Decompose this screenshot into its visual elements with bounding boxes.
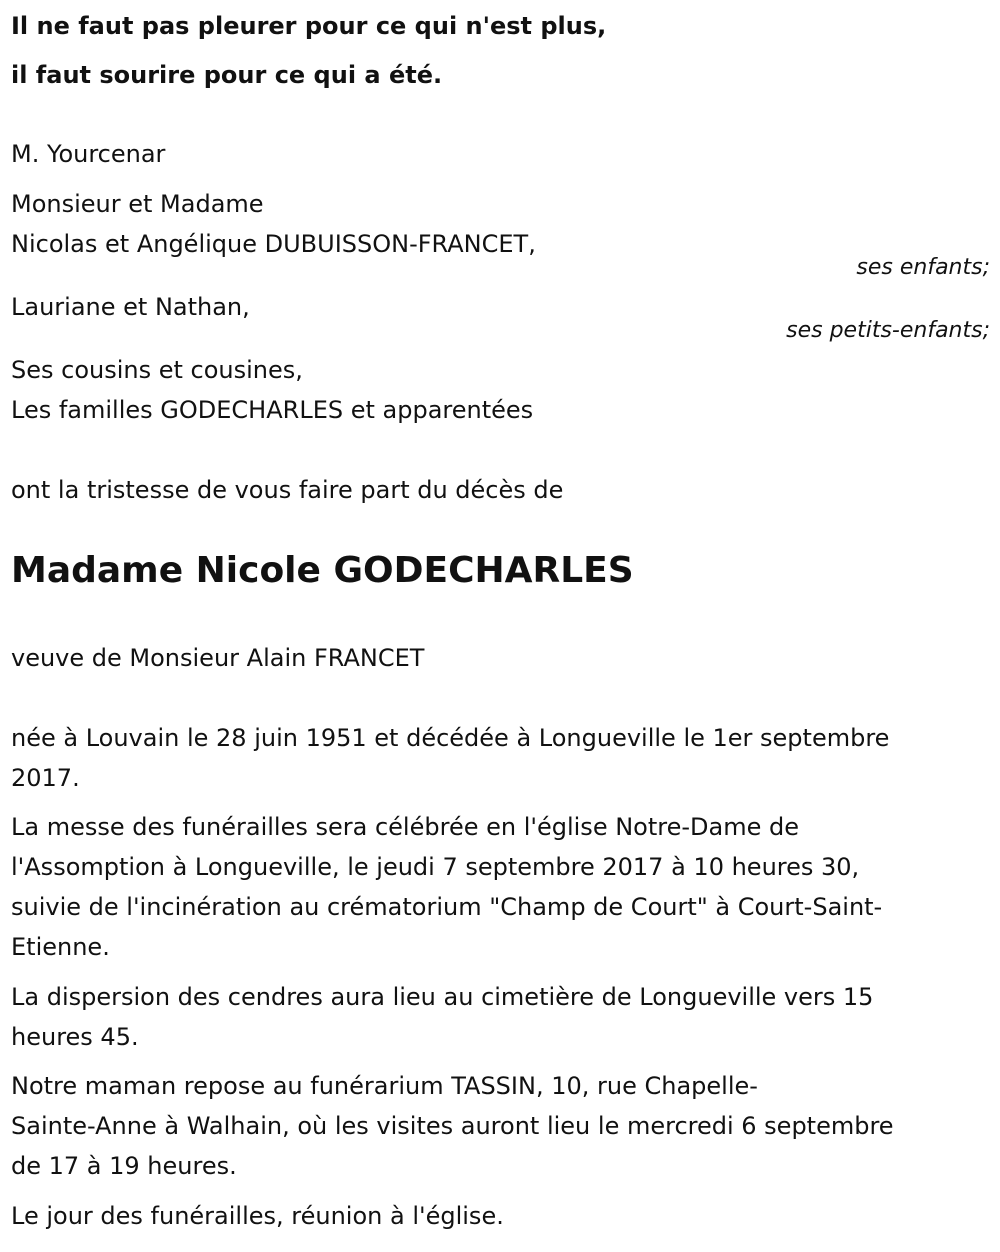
- children-line-1: Monsieur et Madame: [11, 190, 264, 218]
- grandchildren-names: Lauriane et Nathan,: [11, 293, 250, 321]
- rest-line-2: Sainte-Anne à Walhain, où les visites auront lieu le mercredi 6 septembre: [11, 1112, 894, 1140]
- funeral-line-2: l'Assomption à Longueville, le jeudi 7 septembre 2017 à 10 heures 30,: [11, 853, 860, 881]
- quote-author: M. Yourcenar: [11, 140, 166, 168]
- ashes-line-2: heures 45.: [11, 1023, 139, 1051]
- grandchildren-relation: ses petits-enfants;: [786, 318, 990, 343]
- birth-death-line-1: née à Louvain le 28 juin 1951 et décédée à Longueville le 1er septembre: [11, 724, 890, 752]
- funeral-line-4: Etienne.: [11, 933, 110, 961]
- quote-line-2: il faut sourire pour ce qui a été.: [11, 61, 443, 89]
- family-line-2: Les familles GODECHARLES et apparentées: [11, 396, 534, 424]
- widow-of: veuve de Monsieur Alain FRANCET: [11, 644, 425, 672]
- birth-death-line-2: 2017.: [11, 764, 80, 792]
- children-relation: ses enfants;: [856, 255, 990, 280]
- children-line-2: Nicolas et Angélique DUBUISSON-FRANCET,: [11, 230, 536, 258]
- deceased-name: Madame Nicole GODECHARLES: [11, 550, 634, 591]
- quote-line-1: Il ne faut pas pleurer pour ce qui n'est plus,: [11, 12, 607, 40]
- funeral-line-1: La messe des funérailles sera célébrée en l'église Notre-Dame de: [11, 813, 799, 841]
- ashes-line-1: La dispersion des cendres aura lieu au cimetière de Longueville vers 15: [11, 983, 874, 1011]
- funeral-line-3: suivie de l'incinération au crématorium "Champ de Court" à Court-Saint-: [11, 893, 883, 921]
- announcement: ont la tristesse de vous faire part du décès de: [11, 476, 564, 504]
- family-line-1: Ses cousins et cousines,: [11, 356, 303, 384]
- rest-line-1: Notre maman repose au funérarium TASSIN, 10, rue Chapelle-: [11, 1072, 758, 1100]
- rest-line-3: de 17 à 19 heures.: [11, 1152, 237, 1180]
- meeting-line: Le jour des funérailles, réunion à l'église.: [11, 1202, 504, 1230]
